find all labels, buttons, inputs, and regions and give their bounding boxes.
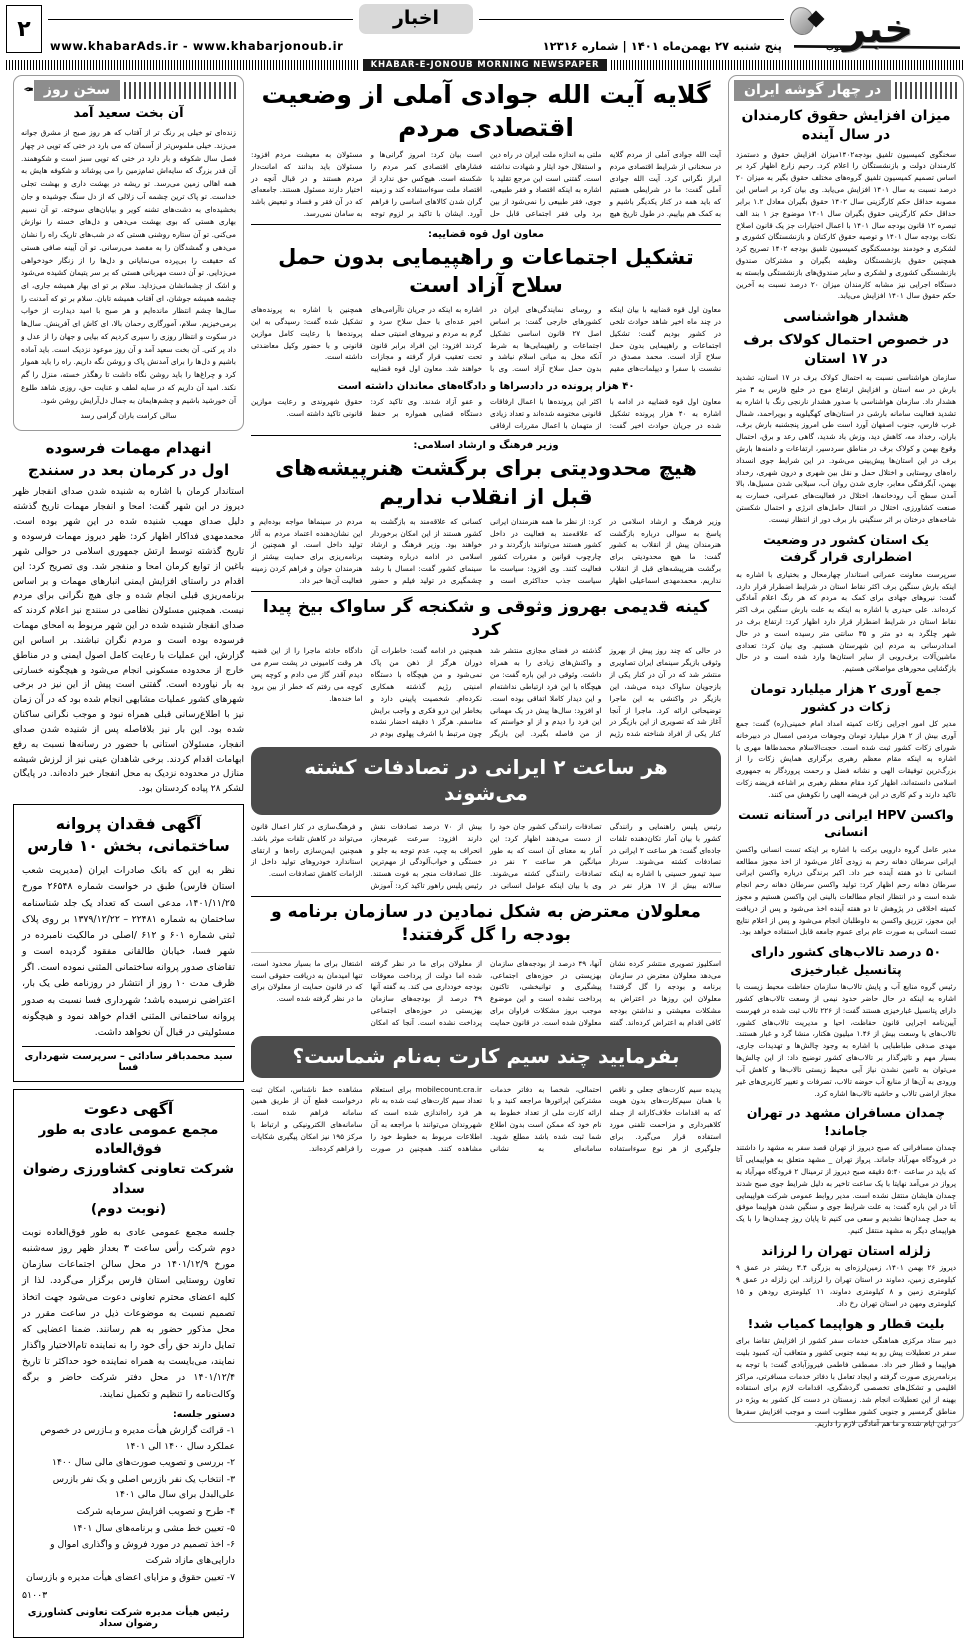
headline-hpv-vaccine[interactable]: واکسن HPV ایرانی در آستانه تست انسانی [738,806,954,840]
ad1-title: آگهی فقدان پروانه ساختمانی، بخش ۱۰ فارس [27,815,230,856]
banner-road-deaths[interactable]: هر ساعت ۲ ایرانی در تصادفات کشته می‌شوند [251,747,721,815]
ad2-title-4: (نوبت دوم) [90,1200,167,1217]
article-body-tickets: دبیر ستاد مرکزی هماهنگی خدمات سفر کشور از افزایش تقاضا برای سفر در تعطیلات پیش رو به نیمه جنوبی کشور و متعاقب آن، کمبود بلیت هواپیما و قطار خبر داد. مصطفی فاطمی فیروزآبادی گفت: با توجه به برنامه‌ریزی صورت گرفته و ایجاد تعامل با دفاتر خدمات مسافرتی، مراکز اقلیمی و تشکل‌های تخصصی گردشگری، اقدامات لازم برای استفاده بهینه از این تعطیلات انجام شد. زمستان در دست کل کشور به ویژه در مناطق گرمسیر و جنوبی کشور مطلوب است و موجب افزایش سفرها در این ایام شده و ما هم آمادگی لازم را داریم. [736,1336,956,1428]
ad-general-assembly-invitation [13,1089,244,1638]
divider-5 [251,952,721,953]
headline-ammunition-2[interactable]: اول در کرمان بعد در سنندج [27,460,230,479]
article-body-sim-cards: پدیده سیم کارت‌های جعلی و ناقص با همان سیم‌کارت‌های بدون هویت که به اقدامات خلاف‌کارانه از جمله کلاهبرداری و مزاحمت تلفنی مورد استفاده قرار می‌گیرد. برای جلوگیری از هر نوع سوءاستفاده احتمالی، شخصا به دفاتر خدمات مشترکین اپراتورها مراجعه کنید و با ارائه کارت ملی از تعداد خطوط به نام خود که ممکن است بدون اطلاع شما ثبت شده باشد مطلع شوید. سامانه‌ای به نشانی mobilecount.cra.ir برای استعلام تعداد سیم کارت‌های ثبت شده به نام هر فرد راه‌اندازی شده است که شهروندان می‌توانند با مراجعه به آن اطلاعات مربوط به خطوط خود را مشاهده کنند. همچنین در صورت مشاهده خط ناشناس، امکان ثبت درخواست قطع آن از طریق همین سامانه فراهم شده است. سامانه‌های الکترونیکی و ارتباط با مرکز ۱۹۵ نیز امکان پیگیری شکایات را فراهم کرده‌اند. [251,1084,721,1153]
article-body-weather: سازمان هواشناسی نسبت به احتمال کولاک برف در ۱۷ استان، تشدید بارش در سه استان و افزایش ارتفاع موج در خلیج فارس به ۳ متر هشدار داد. سازمان هواشناسی با صدور هشدار نارنجی رنگ با اشاره به تشدید فعالیت سامانه بارشی در استان‌های کهگیلویه و بویراحمد، شمال غرب فارس، جنوب اصفهان آورد است طی امروز پنجشنبه بارش برف، باران، رخداد مه، کاهش دید، وزش باد شدید، گاهی رعد و برق، احتمال وقوع بهمن و کولاک برف در مناطق سردسیر، ارتفاعات و دامنه‌ها بارش برف در این استان‌ها پیش‌بینی می‌شود. در این شرایط جوی انسداد راه‌های روستایی و اختلال حمل و نقل بین شهری و درون شهری، رخداد بهمن، آبگرفتگی معابر، جاری شدن روان آب، سیلابی شدن مسیل‌ها، بالا آمدن سطح آب رودخانه‌ها، اختلال در فعالیت‌های عمرانی، خسارت به صنعت کشاورزی، اختلال در انتقال حامل‌های انرژی و احتمال شکستن شاخه‌های درختان بر اثر سنگینی بار برف دور از انتظار نیست. [736,373,956,524]
masthead-barcode-strip [6,59,964,70]
agenda-item: ۷- تعیین حقوق و مزایای اعضای هیأت مدیره و بازرسان [26,1571,235,1583]
pen-icon: ✒ [23,83,34,98]
divider-4 [251,896,721,897]
banner-sim-cards[interactable]: بفرمایید چند سیم کارت به‌نام شماست؟ [251,1036,721,1078]
left-column [728,75,964,1428]
logo-title: خبر [842,6,914,52]
agenda-item: ۶- اخذ تصمیم در مورد فروش و واگذاری اموال و دارایی‌های مازاد شرکت [50,1539,235,1567]
headline-wetlands[interactable]: ۵۰ درصد تالاب‌های کشور دارای پتانسیل غبارخیزی [750,944,942,977]
article-body-luggage: چمدان مسافرانی که صبح دیروز از تهران قصد سفر به مشهد را داشتند در فرودگاه مهرآباد جاماند. پرواز تهران _ مشهد متعلق به هواپیمایی آتا که باید در ساعت ۵:۴۰ دقیقه صبح دیروز از ترمینال ۲ فرودگاه مهرآباد به پرواز در می‌آمد نهایتا با یک ساعت تاخیر به دلیل شرایط جوی صبح شدند چمدان هایشان منتقل نشده است. مدیر روابط عمومی شرکت هواپیمایی آتا در این باره گفت: به علت شرایط جوی و سنگین شدن هواپیما موفق به حمل چمدان‌ها نشدیم و سعی می کنیم تا پایان روز چمدان‌ها را با یک هواپیمای دیگر به مشهد منتقل کنیم. [736,1143,956,1235]
article-body-ammunition: استاندار کرمان با اشاره به شنیده شدن صدای انفجار ظهر دیروز در این شهر گفت: امحا و انفجار مهمات تاریخ گذشته دلیل صدای مهیب شنیده شده در این شهر بوده است. محمدمهدی فداکار اظهار کرد: ظهر دیروز مهمات فرسوده و تاریخ گذشته توسط ارتش جمهوری اسلامی در حوالی شهر باغین از توابع کرمان امحا و منفجر شد. وی تصریح کرد: این اقدام در راستای افزایش ایمنی انبارهای مهمات و بر اساس برنامه‌ریزی قبلی انجام شده و جای هیچ نگرانی برای مردم نیست. همچنین مسئولان نظامی در سنندج نیز اعلام کردند که صدای انفجار شنیده شده در این شهر مربوط به امحای مهمات فرسوده بوده است و مردم نگران نباشند. بر اساس این گزارش، این عملیات با رعایت کامل اصول ایمنی و در مناطق خارج از محدوده مسکونی انجام می‌شود و هیچگونه خسارتی به بار نیاورده است. گفتنی است پیش از این نیز در برخی شهرهای کشور عملیات مشابهی انجام شده بود که در آن زمان نیز با اطلاع‌رسانی قبلی همراه نبود و موجب نگرانی ساکنان شده بود. این بار نیز بلافاصله پس از شنیده شدن صدای انفجار، مسئولان استانی با حضور در رسانه‌ها نسبت به رفع ابهامات اقدام کردند. برخی شاهدان عینی نیز از لرزش شیشه منازل در محدوده نزدیک به محل انفجار خبر داده‌اند. در پایگان لشکر ۲۸ پیاده کردستان بود. [13,487,244,795]
category-hatch-decor [895,82,958,99]
headline-ammunition-1[interactable]: انهدام مهمات فرسوده [45,439,212,458]
saying-hatch-decor [124,82,238,99]
article-body-hpv: مدیر عامل گروه دارویی برکت با اشاره بر اینکه تست انسانی واکسن ایرانی سرطان دهانه رحم به زودی آغاز می‌شود از اخذ مجوز مطالعه انسانی تا دو هفته آینده خبر داد. اکبر برندگی درباره واکسن ایرانی سرطان دهانه رحم اظهار کرد: تولید واکسن سرطان دهانه رحم انجام شده است و در انتظار انجام مطالعات بالینی این واکسن هستیم و مجوز کمیته اخلاقی در پژوهش تا دو هفته آینده اخذ می‌شود و پس از دریافت این مجوز، تزریق واکسن به داوطلبان انجام می‌شود و پس از اعلام نتایج تست انسانی به صورت عام برای عموم جامعه قابل استفاده خواهد بود. [736,844,956,937]
headline-weather-warning[interactable]: هشدار هواشناسی [783,309,909,326]
headline-salary[interactable]: میزان افزایش حقوق کارمندان در سال آینده [741,108,951,144]
ad2-code: ۵۱۰۰۳ [22,1590,48,1602]
headline-savak-feud[interactable]: کینه قدیمی بهروز وثوقی و شکنجه گر ساواک بیخ پیدا کرد [262,596,710,640]
iran-news-box [728,75,964,1428]
website-line[interactable]: www.khabarAds.ir - www.khabarjonoub.ir [50,39,344,53]
agenda-item: ۴- طرح و تصویب افزایش سرمایه شرکت [76,1506,235,1518]
kicker-culture-minister: وزیر فرهنگ و ارشاد اسلامی: [413,440,559,452]
barcode-left [6,60,359,70]
category-tab-daily-saying[interactable] [19,80,238,101]
headline-culture-minister[interactable]: هیچ محدودیتی برای برگشت هنرپیشه‌های قبل از انقلاب نداریم [275,456,697,509]
article-body-judiciary-cases: معاون اول قوه قضاییه در ادامه با اشاره به ۴۰ هزار پرونده تشکیل شده در جریان حوادث اخیر گفت: اکثر این پرونده‌ها با اعمال ارفاقات قانونی مختومه شده‌اند و تعداد زیادی از متهمان با اعمال مقررات ارفاقی و عفو آزاد شدند. وی تاکید کرد: دستگاه قضایی همواره بر حفظ حقوق شهروندی و رعایت موازین قانونی تاکید داشته است. [251,397,722,430]
ad2-signature: رئیس هیأت مدیره شرکت تعاونی کشاورزی رضوان سداد [27,1607,230,1630]
ad2-title-3: شرکت تعاونی کشاورزی رضوان سداد [22,1161,235,1197]
article-body-savak: در حالی که چند روز پیش از بهروز وثوقی بازیگر سینمای ایران تصاویری منتشر شد که در آن در کنار یکی از بازجویان ساواک دیده می‌شد، این بازیگر در واکنشی به این ماجرا توضیحاتی ارائه کرد. ماجرا از آنجا آغاز شد که تصویری از این بازیگر در کنار یکی از افراد شناخته شده رژیم گذشته در فضای مجازی منتشر شد و واکنش‌های زیادی را به همراه داشت. وثوقی در این باره گفت: من هیچگاه با این فرد ارتباطی نداشته‌ام و این دیدار کاملا اتفاقی بوده است. او افزود: سال‌ها پیش در یک مهمانی این فرد را دیدم و از او خواستم که از من فاصله بگیرد. این بازیگر همچنین در ادامه گفت: خاطرات آن دوران هرگز از ذهن من پاک نمی‌شود و من هیچگاه با دستگاه امنیتی رژیم گذشته همکاری نکرده‌ام. شخصیت پایینی دارد و بخاطر این درو فکری و واجب برایش متاسفم. هرگز ۱ دقیقه احضار نشده چون مرتبط با اشرف پهلوی بودم در دادگاه حادثه ماجرا را از این قضیه هر وقت کامیونی در پشت سرم می دیدم آقدر گاز می دادم و کوچه پس کوچه می رفتم که خطر از بین برود اما خنده‌ها. [251,646,721,739]
masthead-rule-left [48,19,353,20]
headline-earthquake[interactable]: زلزله استان تهران را لرزاند [761,1242,931,1258]
headline-main-economy[interactable]: گلایه آیت الله جوادی آملی از وضعیت اقتصادی مردم [261,80,711,142]
masthead-rule-right [479,19,784,20]
barcode-right [611,60,964,70]
middle-column [251,75,721,1423]
agenda-item: ۳- انتخاب یک نفر بازرس اصلی و یک نفر بازرس علی‌البدل برای سال مالی ۱۴۰۱ [52,1473,235,1501]
headline-emergency-province[interactable]: یک استان کشور در وضعیت اضطراری قرار گرفت [763,531,929,565]
masthead [6,0,964,58]
issue-date-line: پنج شنبه ۲۷ بهمن‌ماه ۱۴۰۱ | شماره ۱۲۳۱۶ [542,39,782,53]
saying-headline[interactable]: آن بخت سعید آمد [73,106,184,121]
right-column [13,75,244,1630]
ad1-body: نظر به این که بانک صادرات ایران (مدیریت شعب استان فارس) طبق در خواست شماره ۲۶۵۴۸ مورخ ۱۴۰۱/۱۱/۲۵، مدعی است که تعداد یک جلد شناسنامه ساختمان به شماره ۲۲۴۸۱ – ۱۳۷۹/۱۲/۲۲ بر روی پلاک ثبتی شماره ۶۰۱ و ۶۱۲ /اصلی در مالکیت نامبرده در شهر فسا، خیابان طالقانی مفقود گردیده است و تقاضای صدور پروانه ساختمانی المثنی نموده است. اگر ظرف مدت ۱۰ روز از انتشار در روزنامه طی یک بار، اعتراضی نرسیده باشد؛ شهرداری فسا نسبت به صدور پروانه ساختمانی المثنی اقدام خواهد نمود و هیچگونه مسئولیتی در قبال آن نخواهد داشت. [22,865,235,1038]
ad2-title-2: مجمع عمومی عادی به طور فوق‌العاده [38,1122,219,1158]
saying-footer: سالی کرامت باران گرامی رسد [80,411,177,421]
divider-1 [251,224,721,225]
masthead-center [48,1,784,57]
ad2-agenda-list [22,1423,235,1585]
headline-tickets[interactable]: بلیت قطار و هواپیما کمیاب شد! [747,1315,945,1331]
section-tab[interactable]: اخبار [359,4,473,34]
article-body-wetlands: رئیس گروه منابع آب و پایش تالاب‌ها سازمان حفاظت محیط زیست با اشاره به اینکه در حال حاضر حدود نیمی از وسعت تالاب‌های کشور دارای پتانسیل غبارخیزی هستند گفت: از ۲۲۶ تالاب ثبت شده در فهرست آیین‌نامه اجرایی قانون حفاظت، احیا و مدیریت تالاب‌های کشور، تالاب‌های با وسعت بیش از ۱.۴۶ میلیون هکتار، منشا گرد و غبار هستند. مهدی صدقی طباطبایی با اشاره به وجود چالش‌ها و تهدیدات جاری، بسیار مهم و تاثیرگذار بر تالاب‌های کشور توضیح داد: از این چالش‌ها می‌توان به تامین نشدن نیاز آبی محیط زیستی تالاب‌ها و کاهش آب ورودی به آن‌ها از منابع آب حوضه تالاب، تصرفات و تغییر کاربری‌های غیر مجاز اراضی تالاب و حاشیه تالاب‌ها اشاره کرد. [736,982,956,1098]
ad-missing-building-permit [13,804,244,1082]
article-body-main-economy: آیت الله جوادی آملی از مردم گلایه در سخنانی از شرایط اقتصادی مردم ابراز نگرانی کرد. آیت الله جوادی آملی گفت: ما در شرایطی هستیم که باید همه در کنار یکدیگر باشیم و به کمک هم بیاییم. در طول تاریخ هیچ ملتی به اندازه ملت ایران در راه دین و استقلال خود ایثار و شهادت نداشته است. گفتنی است این مرجع تقلید با اشاره به اینکه اقتصاد و فقر طبیعی، جوی، فقر طبیعی را نمی‌شود از بین برد ولی فقر اجتماعی قابل حل است بیان کرد: امروز گرانی‌ها و فشارهای اقتصادی کمر مردم را شکسته است. هیچ‌کس حق ندارد از اقتصاد ملت سوءاستفاده کند و زمینه گران شدن کالاهای اساسی را فراهم آورد. ایشان با تاکید بر لزوم توجه مسئولان به معیشت مردم افزود: مسئولان باید بدانند که امانت‌دار مردم هستند و در قبال آنچه در اختیار دارند مسئول هستند. جامعه‌ای که در آن فقر و فساد و تبعیض باشد به سامان نمی‌رسد. [251,150,721,219]
kerman-ammunition-article [13,438,244,797]
divider-3 [251,591,721,592]
article-body-judiciary: معاون اول قوه قضاییه با بیان اینکه در چند ماه اخیر شاهد حوادث تلخی در کشور بودیم گفت: تشکیل اجتماعات و راهپیمایی بدون حمل سلاح آزاد است. محمد مصدق در نشست با سفرا و دیپلمات‌های مقیم و روسای نمایندگی‌های ایران در کشورهای خارجی گفت: بر اساس اصل ۲۷ قانون اساسی تشکیل اجتماعات و راهپیمایی‌ها به شرط آنکه مخل به مبانی اسلام نباشد و بدون حمل سلاح آزاد است. وی با اشاره به اینکه در جریان ناآرامی‌های اخیر عده‌ای با حمل سلاح سرد و گرم به مردم و نیروهای امنیتی حمله کردند افزود: این افراد برابر قانون تحت تعقیب قرار گرفته و مجازات خواهند شد. معاون اول قوه قضاییه همچنین با اشاره به پرونده‌های تشکیل شده گفت: رسیدگی به این پرونده‌ها با رعایت کامل موازین قانونی و با حضور وکیل معاضدتی داشته است. [251,305,721,374]
daily-saying-box [13,75,244,431]
article-body-road-deaths: رئیس پلیس راهنمایی و رانندگی کشور با بیان آمار تکان‌دهنده تلفات جاده‌ای گفت: هر ساعت ۲ ایرانی در تصادفات کشته می‌شوند. سردار سید تیمور حسینی با اشاره به اینکه سالانه بیش از ۱۷ هزار نفر در تصادفات رانندگی کشور جان خود را از دست می‌دهند اظهار کرد: این آمار به معنای آن است که به طور میانگین هر ساعت ۲ نفر در تصادفات رانندگی کشته می‌شوند. وی با بیان اینکه عوامل انسانی در بیش از ۷۰ درصد تصادفات نقش دارند افزود: سرعت غیرمجاز، انحراف به چپ، عدم توجه به جلو و خستگی و خواب‌آلودگی از مهم‌ترین علل تصادفات منجر به فوت هستند. رئیس پلیس راهور تاکید کرد: آموزش و فرهنگ‌سازی در کنار اعمال قانون می‌تواند در کاهش تلفات موثر باشد. همچنین ایمن‌سازی راه‌ها و ارتقای استاندارد خودروهای تولید داخل از الزامات کاهش تصادفات است. [251,821,721,890]
article-body-earthquake: دیروز ۲۶ بهمن ۱۴۰۱، زمین‌لرزه‌ای به بزرگی ۳.۴ ریشتر در عمق ۹ کیلومتری زمین، دماوند در استان تهران را لرزاند. این زلزله در عمق ۹ کیلومتری زمین و ۸ کیلومتری دماوند، ۱۱ کیلومتری رودهن و ۱۵ کیلومتری ومهن در استان تهران رخ داد. [736,1263,957,1308]
category-tab-iran[interactable] [734,80,958,101]
category-label: در چهار گوشه ایران [734,80,891,101]
headline-disabled-protest[interactable]: معلولان معترض به شکل نمادین در سازمان برنامه و بودجه را گل گرفتند! [271,901,701,945]
article-body-salary: سخنگوی کمیسیون تلفیق بودجه۱۴۰۲میزان افزایش حقوق و دستمزد کارمندان دولت و بازنشستگان را اعلام کرد. رحیم زارع اظهار کرد بر اساس تصمیم کمیسیون تلفیق گروه‌های مختلف حقوق بگیر به میزان ۲۰ درصد نسبت به سال ۱۴۰۱ افزایش می‌یابد. وی بیان کرد بر اساس این مصوبه حداقل حکم کارگزینی سال ۱۴۰۲ حقوق بگیران معادل ۱.۲ برابر حداقل حکم کارگزینی حقوق بگیران سال ۱۴۰۱ موضوع جز ۱ بند الف تبصره ۱۲ قانون بودجه سال ۱۴۰۱ با اعمال اختیارات جز یک قانون اصلاح نکات بودجه سال ۱۴۰۱ و توصیه حقوق کارکنان و بازنشستگان کشوری و لشکری و خودمند بودمسکنگوی کمیسیون تلفیق بودجه ۱۴۰۲ تصریح کرد همچنین حقوق بازنشستگان وظیفه بگیران و مشترکان صندوق بازنشستگی کشوری و لشکری و سایر صندوق‌های بازنشستگی وابسته به دستگاه اجرایی نیز مشابه کارمندان میزان ۲۰ درصد نسبت به آخرین حکم حقوق سال ۱۴۰۱ افزایش می‌یابد. [736,149,956,301]
ad2-title-1: آگهی دعوت [83,1100,174,1119]
english-newspaper-name: KHABAR-E-JONOUB MORNING NEWSPAPER [363,59,608,71]
headline-weather-warning-2[interactable]: در خصوص احتمال کولاک برف در ۱۷ استان [743,331,949,367]
agenda-item: ۱- قرائت گزارش هیأت مدیره و بـازرس در خصوص عملکرد سال ۱۴۰۰ الی ۱۴۰۱ [40,1424,235,1452]
saying-body: زنده‌ای تو خیلی پر رنگ تر از آفتاب که هر روز صبح از مشرق جوانه می‌زند. خیلی ملموس‌تر از آسمان که می بارد در ختی که تویی در چهار فصل سال شکوفه و بار دارد در ختی که تویی سبز است و شکوهمند. آن قدر بزرگ که سایه‌اش تمام‌زمین را می پوشاند و شکوفه هایش به همه اهالی زمین می‌رسد. تو ریشه در بهشت داری و بهشت تجلی خداست. تو پاک ترین چشمه آب زلالی که از دل سنگ جوشیده و جان بخشیده‌ای به دشت‌های تشنه کویر و بیابان‌های سوخته. تو آن نسیم بهاری هستی که بوی بهشت می‌دهی و دل‌های خسته را نوازش می‌کنی. تو آن ستاره روشنی هستی که در شب‌های تاریک راه را نشان می‌دهی و گمشدگان را به مقصد می‌رسانی. تو آن آیینه صافی هستی که حقیقت را بی‌پرده می‌نمایانی و دل‌ها را از زنگار خودخواهی می‌زدایی. تو آن دست مهربانی هستی که بر سر یتیمان کشیده می‌شود و اشک از چشمانشان می‌زداید. سلام بر تو ای بهار همیشه جاری، ای چشمه همیشه جوشان، ای آفتاب همیشه تابان. سلام بر تو که آمدنت را سال‌ها چشم انتظار مانده‌ایم و هر صبح با امید دیدارت از خواب برمی‌خیزیم. سلام، آمورگاری رحمان بالا، ای کاش ای آفرینش. سال‌ها در سکوت و انتظار روزی را سپری کردیم که بیایی و جهان را از عدل و داد پر کنی. آن بخت سعید آمد و آن روز موعود نزدیک است. باید آماده باشیم و دل‌ها را برای آمدنش پاک و روشن نگه داریم. راه را باید هموار کرد و چراغ‌ها را باید روشن نگاه داشت تا رهگذر خسته، منزل را گم نکند. امید آن داریم که در سایه لطف و عنایت حق، روزی شاهد طلوع آن خورشید باشیم و چشم‌هایمان به جمال دل‌آرایش روشن شود. [21,128,236,405]
page-number: ۲ [6,5,42,53]
page-body [6,75,964,1630]
article-body-zakat: مدیر کل امور اجرایی زکات کمیته امداد امام خمینی(ره) گفت: جمع آوری بیش از ۲ هزار میلیارد تومان وجوهات مردمی امسال در دبیرخانه شورای زکات کشور ثبت شده است. حجت‌الاسلام محمدطاها مهری با اشاره به اینکه مقام معظم رهبری برگزاری همایش زکات را از بزرگ‌ترین توفیقات الهی و نشانه فضل و رحمت پروردگار به جمهوری اسلامی دانسته‌اند، اظهار کرد مقام معظم رهبری بر اشاعه فریضه زکات تاکید دارند و کم کاری در این فریضه الهی را نکوهش می کنند. [736,719,956,799]
article-body-culture: وزیر فرهنگ و ارشاد اسلامی در پاسخ به سوالی درباره بازگشت هنرمندان پیش از انقلاب به کشور گفت: ما هیچ محدودیتی برای برگشت هنرپیشه‌های قبل از انقلاب نداریم. محمدمهدی اسماعیلی اظهار کرد: از نظر ما همه هنرمندان ایرانی که علاقه‌مند به فعالیت در داخل کشور هستند می‌توانند بازگردند و در چارچوب قوانین و مقررات کشور فعالیت کنند. وی افزود: سیاست ما سیاست جذب حداکثری است و کسانی که علاقه‌مند به بازگشت به کشور هستند از این امکان برخوردار خواهند بود. وزیر فرهنگ و ارشاد اسلامی در ادامه درباره وضعیت سینمای کشور گفت: امسال با رشد چشمگیری در تولید فیلم و حضور مردم در سینماها مواجه بوده‌ایم و این نشان‌دهنده اعتماد مردم به آثار تولید داخل است. او همچنین از برنامه‌ریزی برای حمایت بیشتر از هنرمندان جوان و فراهم کردن زمینه فعالیت آن‌ها خبر داد. [251,516,721,585]
headline-judiciary[interactable]: تشکیل اجتماعات و راهپیمایی بدون حمل سلاح آزاد است [278,244,694,297]
ad1-signature: سید محمدباقر سادائی – سرپرست شهرداری فسا [22,1046,235,1073]
divider-2 [251,435,721,436]
agenda-item: ۲- بررسی و تصویب صورت‌های مالی سال ۱۴۰۰ [52,1457,235,1469]
kicker-judiciary: معاون اول قوه قضاییه: [428,228,544,240]
subhead-judiciary-cases[interactable]: ۴۰ هزار پرونده در دادسراها و دادگاه‌های معاندان داشته است [337,381,635,392]
article-body-disabled-protest: اسکلیوز تصویری منتشر کرده نشان می‌دهد معلولان معترض در سازمان برنامه و بودجه را گل گرفتند! معلولان این روزها در اعتراض به مشکلات معیشتی و نداشتن بودجه کافی اقدام به اعتراض کرده‌اند. گفته آنها، ۴۹ درصد از بودجه‌های سازمان بهزیستی در حوزه‌های اجتماعی، پیشگیری و توانبخشی، تاکنون پرداخت نشده است و این موضوع موجب بروز مشکلات فراوان برای معلولان شده است. در قانون حمایت از معلولان برای ما در نظر گرفته شده اما دولت از پرداخت معوقات بودجه خودداری می کند. به گفته آنها ۴۹ درصد از بودجه‌های سازمان بهزیستی در حوزه‌های اجتماعی پرداخت نشده است. آنجا که امکان اشتغال برای ما بسیار محدود است، تنها امیدمان به دریافت حقوقی است که در قانون حمایت از معلولان برای ما در نظر گرفته شده است. [251,958,721,1027]
headline-luggage[interactable]: چمدان مسافران مشهد در تهران جاماند! [746,1105,946,1138]
newspaper-logo[interactable] [784,1,964,57]
headline-zakat[interactable]: جمع آوری ۲ هزار میلیارد تومان زکات در کشور [750,681,942,714]
ad2-body: جلسه مجمع عمومی عادی به طور فوق‌العاده نوبت دوم شرکت رأس ساعت ۳ بعداز ظهر روز سه‌شنبه مورخ ۱۴۰۱/۱۲/۹ در محل سالن اجتماعات سازمان تعاون روستایی استان فارس برگزار می‌گردد. لذا از کلیه اعضای محترم تعاونی دعوت می‌شود جهت اتخاذ تصمیم نسبت به موضوعات ذیل در ساعت مقرر در محل مذکور حضور به هم رسانند. ضمنا اعضایی که تمایل دارند حق رأی خود را به نماینده تام‌الاختیار واگذار نمایند، می‌بایست به همراه نماینده خود حداکثر تا تاریخ ۱۴۰۱/۱۲/۴ در محل دفتر شرکت حاضر و برگه وکالت‌نامه را تنظیم و تکمیل نمایند. [22,1226,235,1400]
agenda-item: ۵- تعیین خط مشی و برنامه‌های سال ۱۴۰۱ [72,1522,235,1534]
saying-category-label: سخن روز [34,80,120,101]
ad2-agenda-title: دستور جلسه: [173,1408,235,1420]
article-body-emergency: سرپرست معاونت عمرانی استاندار چهارمحال و بختیاری با اشاره به اینکه بارش سنگین برف اکثر نقاط استان در شرایط اضطرار قرار دارد، گفت: نیروهای جهادی برای کمک به مردم که هر رنگ اعلام آمادگی کرده‌اند. علی حیدری با اشاره به اینکه به علت بارش سنگین برف اکثر نقاط استان در شرایط اضطرار قرار دارد اظهار کرد: ارتفاع برف در شهر چلگرد به دو متر و ۳۵ سانتی متر رسیده است و در حال امدادرسانی به مردم این شهرستان هستیم. وی بیان کرد: تعدادی ماشین‌آلات برف‌روبی از سایر استان‌ها وارد شده است و در حال بازگشایی محورهای مواصلاتی هستیم. [736,569,957,674]
